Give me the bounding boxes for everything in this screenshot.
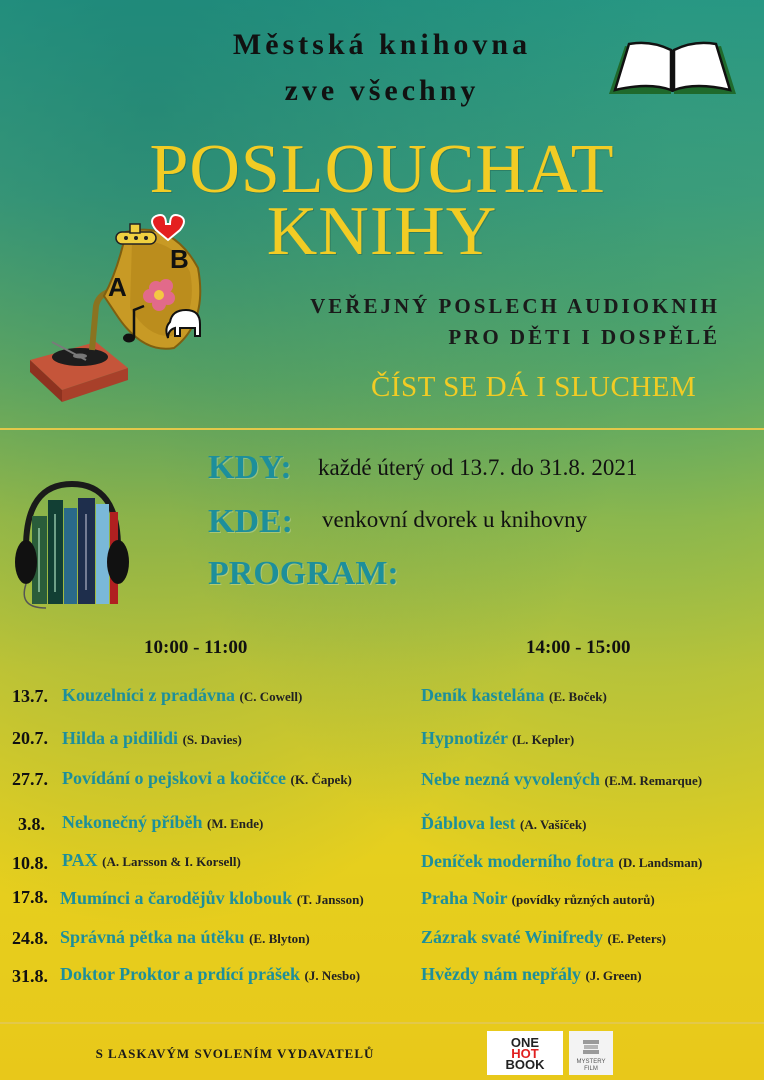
- event-morning: [62, 768, 352, 789]
- headphones-books-illustration: [12, 478, 130, 614]
- logo-text-one: ONE: [510, 1035, 540, 1050]
- event-author: (A. Vašíček): [520, 817, 587, 832]
- event-morning: [62, 812, 263, 833]
- event-title: Kouzelníci z pradávna: [62, 685, 236, 705]
- event-title: Doktor Proktor a prdící prášek: [60, 964, 301, 984]
- title-line-1: POSLOUCHAT: [149, 131, 615, 208]
- publisher-logo-onehotbook: [487, 1031, 563, 1075]
- event-afternoon: [421, 728, 574, 749]
- event-author: (D. Landsman): [618, 855, 703, 870]
- footer-credit: S LASKAVÝM SVOLENÍM VYDAVATELŮ: [95, 1046, 375, 1061]
- event-title: Deník kastelána: [421, 685, 545, 705]
- event-title: Hilda a pidilidi: [62, 728, 179, 748]
- event-morning: [62, 728, 242, 749]
- event-morning: [60, 888, 364, 909]
- when-value: každé úterý od 13.7. do 31.8. 2021: [318, 455, 638, 480]
- logo-text-film: FILM: [584, 1066, 598, 1072]
- event-title: Deníček moderního fotra: [421, 851, 614, 871]
- subtitle-line-2: PRO DĚTI I DOSPĚLÉ: [448, 325, 720, 349]
- title-line-2: KNIHY: [266, 193, 498, 270]
- event-title: Správná pětka na útěku: [60, 927, 245, 947]
- when-label: KDY:: [208, 449, 292, 486]
- event-title: Praha Noir: [421, 888, 508, 908]
- event-author: (J. Green): [585, 968, 642, 983]
- event-title: Hvězdy nám nepřály: [421, 964, 581, 984]
- event-author: (J. Nesbo): [304, 968, 361, 983]
- divider-top: [0, 428, 764, 430]
- logo-text-book: BOOK: [505, 1057, 545, 1072]
- event-title: Nekonečný příběh: [62, 812, 203, 832]
- event-afternoon: [421, 769, 702, 790]
- event-afternoon: [421, 685, 607, 706]
- row-date: 27.7.: [12, 769, 48, 789]
- stacked-books-icon: [582, 1038, 600, 1056]
- where-value: venkovní dvorek u knihovny: [322, 507, 588, 532]
- event-title: Nebe nezná vyvolených: [421, 769, 600, 789]
- event-author: (E. Blyton): [249, 931, 310, 946]
- event-author: (S. Davies): [182, 732, 242, 747]
- event-afternoon: [421, 813, 586, 834]
- letter-b: B: [170, 244, 189, 274]
- event-author: (C. Cowell): [239, 689, 303, 704]
- row-date: 17.8.: [12, 887, 48, 907]
- letter-a: A: [108, 272, 127, 302]
- row-date: 24.8.: [12, 928, 48, 948]
- publisher-logo-mysteryfilm: [569, 1031, 613, 1075]
- event-morning: [60, 927, 310, 948]
- subtitle-line-1: VEŘEJNÝ POSLECH AUDIOKNIH: [310, 294, 720, 318]
- event-author: (povídky různých autorů): [511, 892, 655, 907]
- event-author: (L. Kepler): [512, 732, 575, 747]
- event-author: (M. Ende): [207, 816, 264, 831]
- event-author: (A. Larsson & I. Korsell): [102, 854, 241, 869]
- event-author: (E.M. Remarque): [604, 773, 703, 788]
- event-author: (K. Čapek): [290, 772, 352, 787]
- event-afternoon: [421, 964, 642, 985]
- event-title: Hypnotizér: [421, 728, 508, 748]
- event-author: (E. Peters): [607, 931, 666, 946]
- logo-text-mystery: MYSTERY: [576, 1059, 606, 1065]
- event-afternoon: [421, 888, 655, 909]
- where-label: KDE:: [208, 503, 293, 540]
- event-title: Ďáblova lest: [421, 813, 516, 833]
- row-date: 20.7.: [12, 728, 48, 748]
- row-date: 3.8.: [18, 814, 45, 834]
- open-book-icon: [605, 38, 740, 98]
- event-morning: [62, 850, 241, 871]
- event-author: (T. Jansson): [296, 892, 364, 907]
- gramophone-illustration: [22, 210, 212, 406]
- divider-bottom: [0, 1022, 764, 1024]
- time-slot-2: 14:00 - 15:00: [526, 637, 631, 658]
- event-morning: [60, 964, 360, 985]
- event-author: (E. Boček): [549, 689, 607, 704]
- logo-text-hot: HOT: [511, 1046, 539, 1061]
- program-label: PROGRAM:: [208, 555, 399, 592]
- time-slot-1: 10:00 - 11:00: [144, 637, 248, 658]
- header-line-2: zve všechny: [284, 74, 480, 107]
- event-title: Zázrak svaté Winifredy: [421, 927, 604, 947]
- event-title: PAX: [62, 850, 98, 870]
- event-afternoon: [421, 851, 702, 872]
- row-date: 13.7.: [12, 686, 48, 706]
- header-line-1: Městská knihovna: [232, 28, 532, 61]
- row-date: 10.8.: [12, 853, 48, 873]
- row-date: 31.8.: [12, 966, 48, 986]
- event-morning: [62, 685, 302, 706]
- event-afternoon: [421, 927, 666, 948]
- event-title: Povídání o pejskovi a kočičce: [62, 768, 286, 788]
- event-title: Mumínci a čarodějův klobouk: [60, 888, 293, 908]
- slogan: ČÍST SE DÁ I SLUCHEM: [371, 371, 697, 403]
